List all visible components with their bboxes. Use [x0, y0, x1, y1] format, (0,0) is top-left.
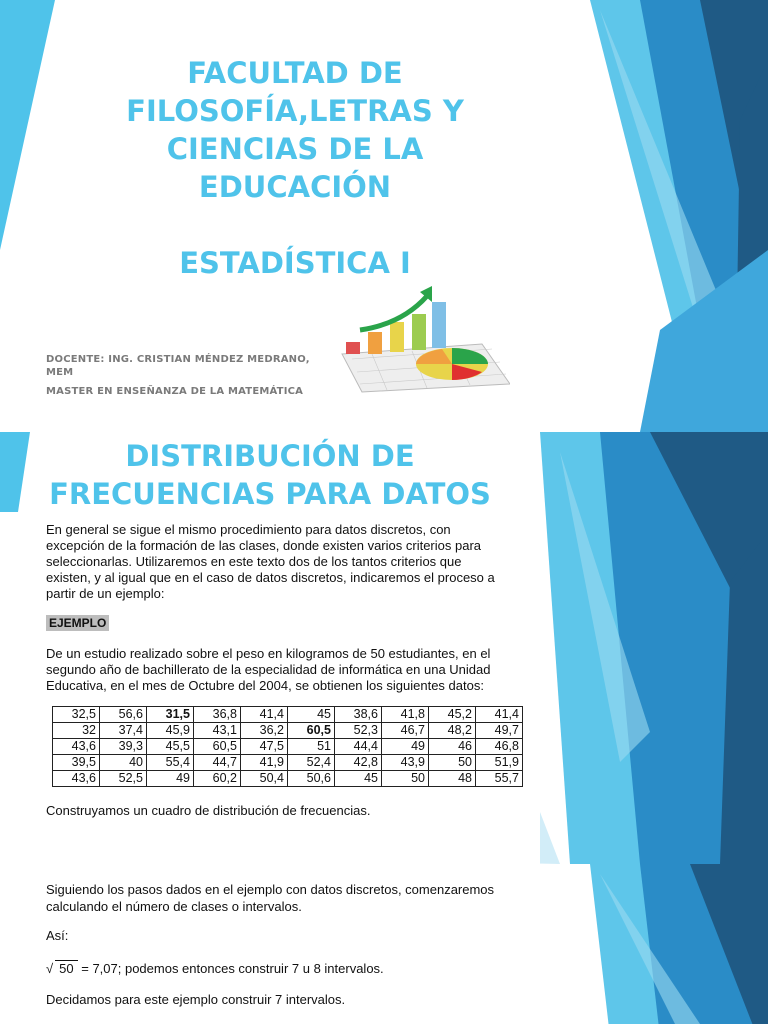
- table-cell: 60,2: [194, 771, 241, 787]
- table-cell: 43,1: [194, 723, 241, 739]
- closing-text: Construyamos un cuadro de distribución de frecuencias.: [46, 803, 371, 818]
- table-cell: 40: [100, 755, 147, 771]
- slide-intervals: [0, 864, 768, 1024]
- table-cell: 46: [429, 739, 476, 755]
- table-cell: 36,8: [194, 707, 241, 723]
- table-cell: 49,7: [476, 723, 523, 739]
- table-cell: 38,6: [335, 707, 382, 723]
- example-label: EJEMPLO: [46, 615, 109, 631]
- title-line: CIENCIAS DE LA: [166, 132, 424, 166]
- table-cell: 39,5: [53, 755, 100, 771]
- table-row: [53, 723, 523, 739]
- table-cell: 41,4: [241, 707, 288, 723]
- table-cell: 49: [382, 739, 429, 755]
- course-subtitle: ESTADÍSTICA I: [179, 246, 411, 280]
- text-line: excepción de la formación de las clases, donde existen varios criterios para: [46, 538, 482, 553]
- table-cell: 37,4: [100, 723, 147, 739]
- table-cell: 41,8: [382, 707, 429, 723]
- text-line: seleccionarlas. Utilizaremos en este texto dos de los tantos criterios que: [46, 554, 462, 569]
- table-cell: 50,4: [241, 771, 288, 787]
- text-line: partir de un ejemplo:: [46, 586, 165, 601]
- table-cell: 52,4: [288, 755, 335, 771]
- table-row: [53, 755, 523, 771]
- text-line: existen, y al igual que en el caso de datos discretos, indicaremos el proceso a: [46, 570, 495, 585]
- table-cell: 60,5: [288, 723, 335, 739]
- table-cell: 45: [288, 707, 335, 723]
- table-row: [53, 707, 523, 723]
- slide-title: [0, 0, 768, 432]
- sqrt-sign: √: [46, 961, 54, 976]
- table-cell: 52,3: [335, 723, 382, 739]
- table-cell: 48: [429, 771, 476, 787]
- table-cell: 55,7: [476, 771, 523, 787]
- text-line: segundo año de bachillerato de la especialidad de informática en una Unidad: [46, 662, 491, 677]
- table-cell: 39,3: [100, 739, 147, 755]
- table-row: [53, 771, 523, 787]
- intro-paragraph: [46, 522, 520, 602]
- table-cell: 42,8: [335, 755, 382, 771]
- text-line: Educativa, en el mes de Octubre del 2004, se obtienen los siguientes datos:: [46, 678, 484, 693]
- table-cell: 44,7: [194, 755, 241, 771]
- table-cell: 55,4: [147, 755, 194, 771]
- table-cell: 36,2: [241, 723, 288, 739]
- table-cell: 52,5: [100, 771, 147, 787]
- sqrt-result: = 7,07; podemos entonces construir 7 u 8 intervalos.: [81, 961, 384, 976]
- title-line: DISTRIBUCIÓN DE: [125, 439, 415, 473]
- table-cell: 56,6: [100, 707, 147, 723]
- text-line: En general se sigue el mismo procedimiento para datos discretos, con: [46, 522, 451, 537]
- text-line: De un estudio realizado sobre el peso en kilogramos de 50 estudiantes, en el: [46, 646, 491, 661]
- table-cell: 41,4: [476, 707, 523, 723]
- table-cell: 45,5: [147, 739, 194, 755]
- title-line: FRECUENCIAS PARA DATOS: [49, 477, 491, 511]
- title-line: EDUCACIÓN: [198, 170, 392, 204]
- table-cell: 50,6: [288, 771, 335, 787]
- table-cell: 47,5: [241, 739, 288, 755]
- sqrt-radicand: 50: [55, 960, 77, 976]
- table-cell: 49: [147, 771, 194, 787]
- table-cell: 51: [288, 739, 335, 755]
- text-line: Decidamos para este ejemplo construir 7 intervalos.: [46, 992, 346, 1007]
- table-cell: 50: [429, 755, 476, 771]
- slide-distribution: [0, 432, 768, 864]
- title-line: FACULTAD DE: [187, 56, 403, 90]
- table-cell: 45,2: [429, 707, 476, 723]
- section-title: [10, 437, 530, 513]
- table-cell: 60,5: [194, 739, 241, 755]
- table-cell: 32: [53, 723, 100, 739]
- table-cell: 48,2: [429, 723, 476, 739]
- table-cell: 46,8: [476, 739, 523, 755]
- table-cell: 46,7: [382, 723, 429, 739]
- table-cell: 51,9: [476, 755, 523, 771]
- table-row: [53, 739, 523, 755]
- title-line: FILOSOFÍA,LETRAS Y: [126, 94, 464, 128]
- table-cell: 43,6: [53, 771, 100, 787]
- table-cell: 45: [335, 771, 382, 787]
- table-cell: 43,6: [53, 739, 100, 755]
- bar-pie-chart-growth-icon: [332, 284, 510, 394]
- docente-line: DOCENTE: ING. CRISTIAN MÉNDEZ MEDRANO,: [46, 354, 310, 365]
- example-paragraph: [46, 646, 520, 694]
- docente-degree: MEM: [46, 367, 74, 378]
- text-line: Así:: [46, 928, 69, 943]
- table-cell: 50: [382, 771, 429, 787]
- page-title: [110, 54, 480, 206]
- weights-data-table: [52, 706, 523, 787]
- master-line: MASTER EN ENSEÑANZA DE LA MATEMÁTICA: [46, 386, 304, 397]
- table-cell: 45,9: [147, 723, 194, 739]
- sqrt-formula: [46, 960, 384, 976]
- table-cell: 44,4: [335, 739, 382, 755]
- table-cell: 32,5: [53, 707, 100, 723]
- text-line: Siguiendo los pasos dados en el ejemplo con datos discretos, comenzaremos: [46, 882, 495, 897]
- table-cell: 41,9: [241, 755, 288, 771]
- text-line: calculando el número de clases o intervalos.: [46, 899, 302, 914]
- table-cell: 31,5: [147, 707, 194, 723]
- table-cell: 43,9: [382, 755, 429, 771]
